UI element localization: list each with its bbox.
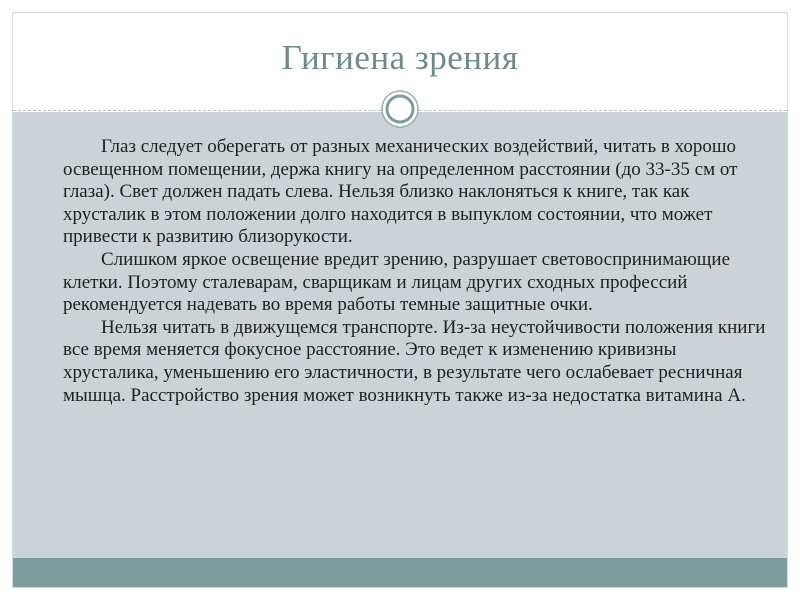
bottom-band [13, 558, 787, 587]
slide-title: Гигиена зрения [281, 38, 519, 77]
body-text [63, 136, 775, 407]
paragraph: Глаз следует оберегать от разных механических воздействий, читать в хорошо освещенном помещении, держа книгу на определенном расстоянии (до 33-35 см от глаза). Свет должен падать слева. Нельзя близко наклоняться к книге, так как хрусталик в этом положении долго находится в выпуклом состоянии, что может привести к развитию близорукости. [63, 136, 738, 248]
double-circle-ornament-icon [380, 89, 420, 129]
paragraph: Нельзя читать в движущемся транспорте. Из-за неустойчивости положения книги все время меняется фокусное расстояние. Это ведет к изменению кривизны хрусталика, уменьшению его эластичности, в результате чего ослабевает ресничная мышца. Расстройство зрения может возникнуть также из-за недостатка витамина А. [63, 316, 766, 406]
paragraph: Слишком яркое освещение вредит зрению, разрушает световоспринимающие клетки. Поэтому сталеварам, сварщикам и лицам других сходных профессий рекомендуется надевать во время работы темные защитные очки. [63, 248, 731, 316]
